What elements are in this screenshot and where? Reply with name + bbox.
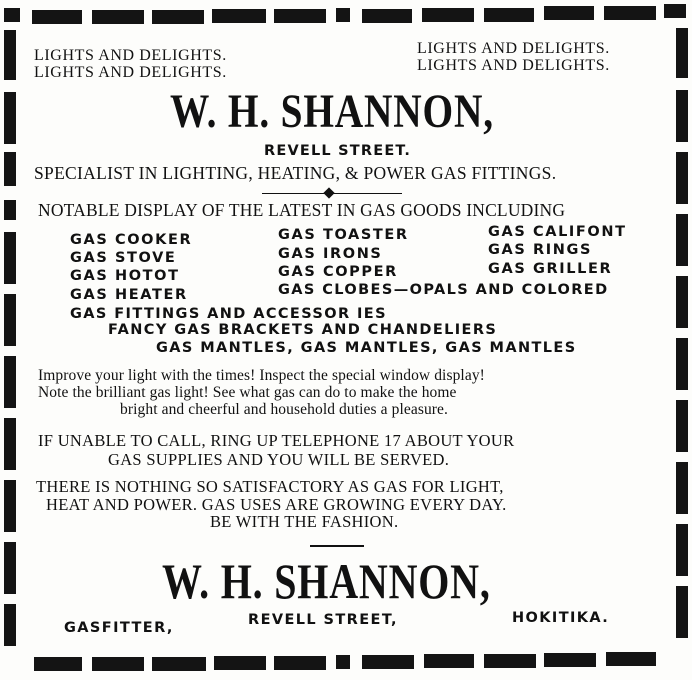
goods-item: GAS HOTOT bbox=[70, 268, 180, 284]
mantles-line: GAS MANTLES, GAS MANTLES, GAS MANTLES bbox=[156, 340, 577, 356]
goods-item: GAS CALIFONT bbox=[488, 224, 627, 240]
slogan-left-1: LIGHTS AND DELIGHTS. bbox=[34, 47, 227, 64]
footer-trade: GASFITTER, bbox=[64, 620, 174, 636]
nothing-line-1: THERE IS NOTHING SO SATISFACTORY AS GAS FOR LIGHT, bbox=[36, 477, 504, 496]
goods-item: GAS CLOBES—OPALS AND COLORED bbox=[278, 282, 609, 298]
footer-name: W. H. SHANNON, bbox=[162, 553, 491, 609]
improve-line-3: bright and cheerful and household duties a pleasure. bbox=[120, 401, 449, 418]
fittings-line: GAS FITTINGS AND ACCESSOR IES bbox=[70, 306, 387, 322]
goods-item: GAS IRONS bbox=[278, 246, 383, 262]
goods-item: GAS STOVE bbox=[70, 250, 177, 266]
slogan-right-1: LIGHTS AND DELIGHTS. bbox=[417, 40, 610, 57]
brackets-line: FANCY GAS BRACKETS AND CHANDELIERS bbox=[108, 322, 498, 338]
goods-item: GAS RINGS bbox=[488, 242, 593, 258]
divider-rule bbox=[310, 545, 364, 547]
notable-line: NOTABLE DISPLAY OF THE LATEST IN GAS GOODS INCLUDING bbox=[38, 200, 566, 220]
slogan-right-2: LIGHTS AND DELIGHTS. bbox=[417, 57, 610, 74]
unable-line-1: IF UNABLE TO CALL, RING UP TELEPHONE 17 ABOUT YOUR bbox=[38, 431, 515, 450]
street-line: REVELL STREET. bbox=[264, 143, 412, 159]
goods-item: GAS HEATER bbox=[70, 287, 188, 303]
specialist-line: SPECIALIST IN LIGHTING, HEATING, & POWER GAS FITTINGS. bbox=[34, 163, 557, 183]
nothing-line-3: BE WITH THE FASHION. bbox=[210, 512, 399, 531]
footer-town: HOKITIKA. bbox=[512, 610, 610, 626]
improve-line-1: Improve your light with the times! Inspect the special window display! bbox=[38, 367, 485, 384]
goods-item: GAS TOASTER bbox=[278, 227, 409, 243]
nothing-line-2: HEAT AND POWER. GAS USES ARE GROWING EVERY DAY. bbox=[46, 495, 507, 514]
slogan-left-2: LIGHTS AND DELIGHTS. bbox=[34, 64, 227, 81]
goods-item: GAS COPPER bbox=[278, 264, 398, 280]
unable-line-2: GAS SUPPLIES AND YOU WILL BE SERVED. bbox=[108, 450, 450, 469]
goods-item: GAS GRILLER bbox=[488, 261, 613, 277]
footer-street: REVELL STREET, bbox=[248, 612, 398, 628]
goods-item: GAS COOKER bbox=[70, 232, 193, 248]
improve-line-2: Note the brilliant gas light! See what gas can do to make the home bbox=[38, 384, 457, 401]
headline: W. H. SHANNON, bbox=[170, 85, 494, 138]
